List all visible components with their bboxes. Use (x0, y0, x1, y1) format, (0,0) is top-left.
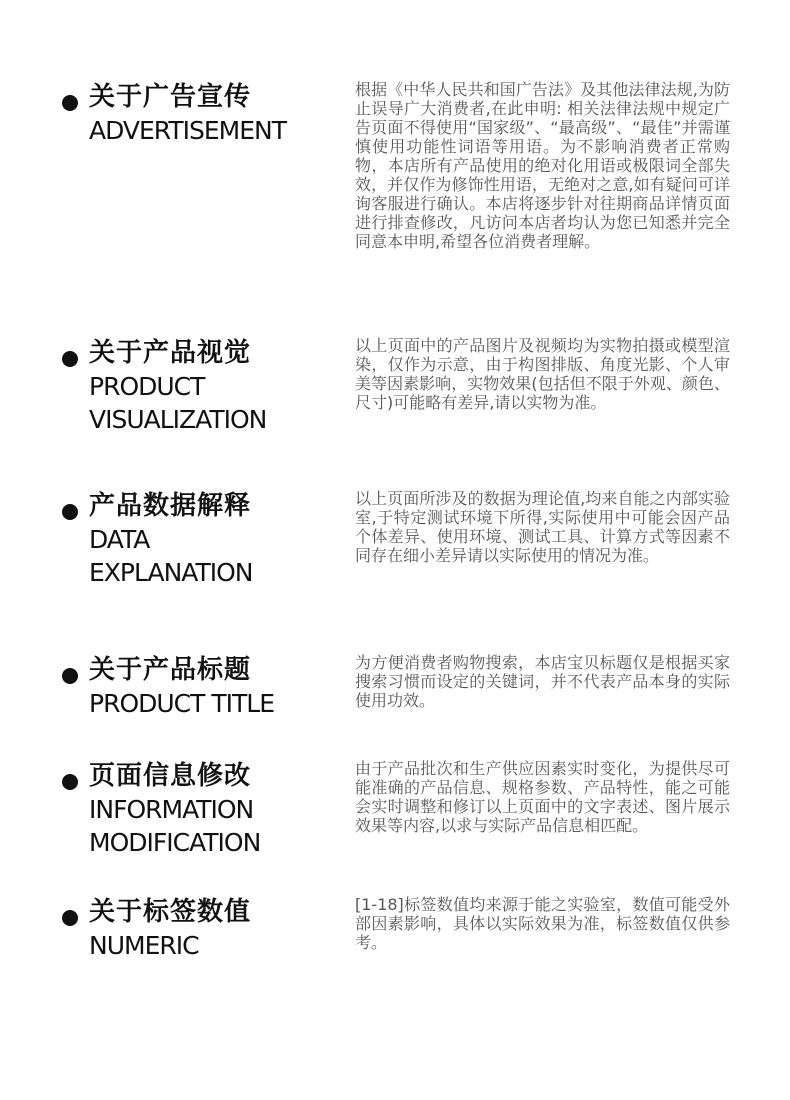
section-body: 由于产品批次和生产供应因素实时变化，为提供尽可能准确的产品信息、规格参数、产品特性，能之可能会实时调整和修订以上页面中的文字表述、图片展示效果等内容,以求与实际产品信息相匹配。 (355, 759, 730, 835)
section-title-en: INFORMATION MODIFICATION (89, 795, 261, 857)
bullet-icon (62, 910, 78, 926)
section-title-en: NUMERIC (89, 931, 199, 960)
section-body: 根据《中华人民共和国广告法》及其他法律法规,为防止误导广大消费者,在此申明: 相关法律法规中规定广告页面不得使用“国家级”、“最高级”、“最佳”并需谨慎使用功能性词语等用语。为不影响消费者正常购物，本店所有产品使用的绝对化用语或极限词全部失效，并仅作为修饰性用语，无绝对之意,如有疑问可详询客服进行确认。本店将逐步针对往期商品详情页面进行排查修改，凡访问本店者均认为您已知悉并完全同意本申明,希望各位消费者理解。 (355, 80, 730, 251)
section-title-en: PRODUCT TITLE (89, 689, 274, 718)
bullet-icon (62, 351, 78, 367)
section-heading (89, 489, 329, 589)
section-title-zh: 关于标签数值 (89, 897, 252, 927)
section-body: [1-18]标签数值均来源于能之实验室，数值可能受外部因素影响，具体以实际效果为准，标签数值仅供参考。 (355, 895, 730, 952)
section-title-zh: 关于产品标题 (89, 655, 252, 685)
section-body: 以上页面中的产品图片及视频均为实物拍摄或模型渲染，仅作为示意，由于构图排版、角度光影、个人审美等因素影响，实物效果(包括但不限于外观、颜色、尺寸)可能略有差异,请以实物为准。 (355, 336, 730, 412)
section-title-en: ADVERTISEMENT (89, 116, 287, 145)
section-title-zh: 关于产品视觉 (89, 338, 252, 368)
section-heading (89, 653, 329, 720)
section-body: 以上页面所涉及的数据为理论值,均来自能之内部实验室,于特定测试环境下所得,实际使用中可能会因产品个体差异、使用环境、测试工具、计算方式等因素不同存在细小差异请以实际使用的情况为准。 (355, 489, 730, 565)
section-body: 为方便消费者购物搜索，本店宝贝标题仅是根据买家搜索习惯而设定的关键词，并不代表产品本身的实际使用功效。 (355, 653, 730, 710)
section-title-zh: 关于广告宣传 (89, 82, 252, 112)
bullet-icon (62, 668, 78, 684)
section-title-en: PRODUCT VISUALIZATION (89, 372, 267, 434)
bullet-icon (62, 504, 78, 520)
section-heading (89, 895, 329, 962)
section-heading (89, 336, 329, 436)
bullet-icon (62, 774, 78, 790)
section-heading (89, 80, 329, 147)
section-title-zh: 页面信息修改 (89, 761, 252, 791)
section-title-zh: 产品数据解释 (89, 491, 252, 521)
bullet-icon (62, 95, 78, 111)
section-heading (89, 759, 329, 859)
section-title-en: DATA EXPLANATION (89, 525, 253, 587)
